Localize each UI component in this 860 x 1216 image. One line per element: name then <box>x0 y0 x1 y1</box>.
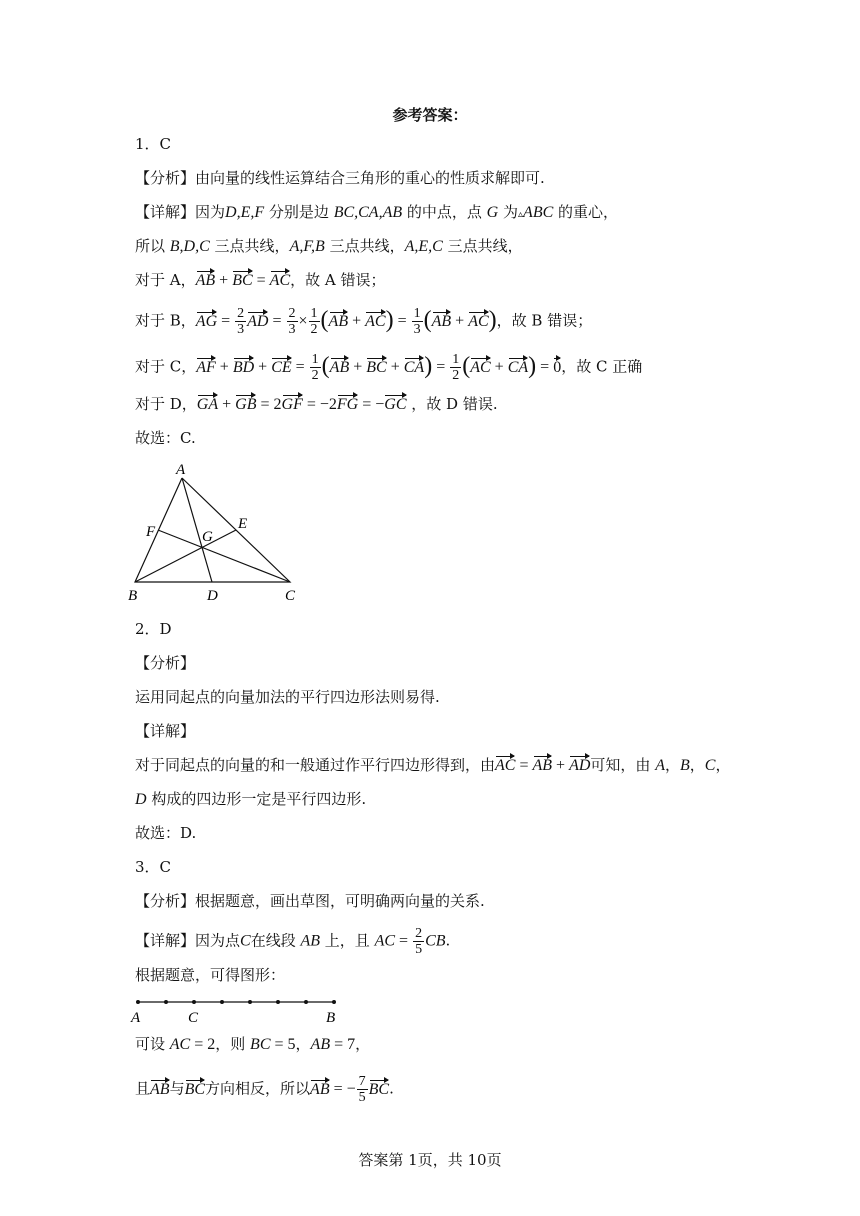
math: ABC <box>523 204 554 221</box>
q3-detail-line4 <box>135 1074 394 1105</box>
q2-detail-line2 <box>135 788 366 811</box>
analysis-tag: 【分析】 <box>135 892 196 910</box>
text: 对于 D， <box>135 395 197 413</box>
label-g: G <box>202 529 213 545</box>
paren: ) <box>488 306 497 333</box>
op: = <box>291 358 309 376</box>
q1-detail-line1 <box>135 201 618 226</box>
num: 2 <box>415 926 423 941</box>
tick-point <box>304 1000 308 1004</box>
vector: AB <box>150 1079 170 1101</box>
vector: GC <box>384 394 406 416</box>
label-c: C <box>285 588 296 604</box>
text: ， <box>689 756 705 774</box>
vector: AD <box>247 311 268 333</box>
den: 3 <box>237 322 245 337</box>
text: ， <box>355 1035 371 1053</box>
vector: BC <box>232 270 252 292</box>
q3-analysis <box>135 890 485 912</box>
text: 因为 <box>195 203 226 221</box>
op: = −2 <box>302 396 337 413</box>
math: AC <box>169 1036 191 1053</box>
page-footer: 答案第 1页，共 10页 <box>358 1151 502 1169</box>
vector: AB <box>533 755 553 777</box>
vector: AF <box>196 357 216 379</box>
q1-option-d <box>135 393 498 416</box>
text: ， <box>664 756 680 774</box>
vector: BC <box>366 357 386 379</box>
text: 为 <box>498 203 519 221</box>
q1-analysis <box>135 167 545 189</box>
q2-detail-line1 <box>135 754 730 777</box>
text: 分别是边 <box>264 203 334 221</box>
q2-number: 2．D <box>135 620 172 638</box>
tick-point <box>220 1000 224 1004</box>
fraction <box>235 306 246 337</box>
op: = 7 <box>330 1036 356 1053</box>
text: ，故 C 正确 <box>561 357 643 376</box>
text: 上，且 <box>320 931 375 950</box>
detail-tag: 【详解】 <box>135 203 196 221</box>
op: × <box>298 312 308 330</box>
op: = <box>217 312 235 330</box>
math: G <box>486 204 499 221</box>
den: 2 <box>310 322 318 337</box>
math: D <box>135 791 147 808</box>
q1-option-c <box>135 352 642 383</box>
vector: AB <box>432 311 452 333</box>
op: + <box>490 358 508 376</box>
op: = − <box>329 1080 356 1098</box>
op: = 2 <box>256 396 282 413</box>
den: 2 <box>452 368 460 383</box>
text: 与 <box>169 1079 185 1098</box>
tick-point <box>164 1000 168 1004</box>
label-e: E <box>238 516 248 532</box>
tick-point <box>332 1000 336 1004</box>
vector: GF <box>282 394 303 416</box>
vector: CE <box>271 357 291 379</box>
text: 在线段 <box>250 931 301 950</box>
fraction <box>412 306 423 337</box>
op: + <box>254 358 272 376</box>
text: 三点共线， <box>209 237 290 255</box>
vector: BC <box>185 1079 205 1101</box>
num: 2 <box>237 306 245 321</box>
op: + <box>215 358 233 376</box>
detail-tag: 【详解】 <box>135 931 196 950</box>
text: ， <box>295 1035 311 1053</box>
text: 的重心， <box>553 203 619 221</box>
op: + <box>349 358 367 376</box>
text: 因为点 <box>195 931 241 950</box>
q1-choice: 故选：C. <box>135 429 196 447</box>
num: 1 <box>311 352 319 367</box>
vector: AB <box>330 357 350 379</box>
den: 5 <box>415 942 423 957</box>
op: = 2 <box>190 1036 216 1053</box>
vector: BC <box>369 1079 389 1101</box>
vector: FG <box>337 394 358 416</box>
op: + <box>348 312 366 330</box>
triangle-figure <box>120 458 310 604</box>
tick-point <box>136 1000 140 1004</box>
text: 可设 <box>135 1035 170 1053</box>
text: 的中点，点 <box>402 203 487 221</box>
vector: AC <box>468 311 488 333</box>
vector: GB <box>235 394 256 416</box>
num: 7 <box>358 1074 366 1089</box>
fraction <box>309 306 320 337</box>
text: . <box>445 931 451 950</box>
median-cf <box>158 530 290 582</box>
analysis-text: 由向量的线性运算结合三角形的重心的性质求解即可. <box>195 169 545 187</box>
vector: AB <box>196 270 216 292</box>
vector: CA <box>508 357 528 379</box>
math: BC <box>250 1036 271 1053</box>
page-title: 参考答案： <box>392 106 468 124</box>
op: + <box>215 272 233 289</box>
op: = <box>395 932 413 950</box>
fraction <box>310 352 321 383</box>
fraction <box>357 1074 368 1105</box>
num: 1 <box>452 352 460 367</box>
text: 可知，由 <box>590 756 656 774</box>
text: ，故 A 错误； <box>290 271 386 289</box>
math: AB <box>310 1036 331 1053</box>
op: + <box>451 312 469 330</box>
q3-detail-line1 <box>135 926 450 957</box>
vector: AC <box>365 311 385 333</box>
text: 三点共线， <box>442 237 523 255</box>
label-f: F <box>146 524 156 540</box>
fraction <box>287 306 298 337</box>
math: C <box>240 932 251 950</box>
text: 方向相反，所以 <box>205 1079 311 1098</box>
paren: ( <box>321 352 330 379</box>
vector: CA <box>404 357 424 379</box>
num: 2 <box>288 306 296 321</box>
text: ，故 D 错误. <box>406 395 498 413</box>
q3-detail-line2: 根据题意，可得图形： <box>135 966 286 984</box>
triangle-symbol: ▵ <box>518 209 524 220</box>
q2-analysis-tag: 【分析】 <box>135 654 196 672</box>
q2-analysis-text: 运用同起点的向量加法的平行四边形法则易得. <box>135 688 440 706</box>
op: + <box>386 358 404 376</box>
math: B <box>679 757 690 774</box>
vector: AB <box>310 1079 330 1101</box>
analysis-text: 根据题意，画出草图，可明确两向量的关系. <box>195 892 485 910</box>
math: A,E,C <box>404 238 443 255</box>
text: 对于同起点的向量的和一般通过作平行四边形得到，由 <box>135 756 496 774</box>
op: = 5 <box>270 1036 296 1053</box>
q1-option-a <box>135 269 386 292</box>
num: 1 <box>310 306 318 321</box>
text: 构成的四边形一定是平行四边形. <box>146 790 367 808</box>
label-d: D <box>207 588 218 604</box>
paren: ( <box>423 306 432 333</box>
paren: ) <box>424 352 433 379</box>
q1-detail-line2 <box>135 235 523 258</box>
op: = <box>268 312 286 330</box>
vector: AC <box>270 270 290 292</box>
tick-point <box>276 1000 280 1004</box>
paren: ) <box>385 306 394 333</box>
q1-number: 1．C <box>135 135 172 153</box>
vector: AC <box>470 357 490 379</box>
label-a: A <box>176 462 186 478</box>
den: 5 <box>358 1090 366 1105</box>
label-a: A <box>131 1010 141 1026</box>
den: 3 <box>288 322 296 337</box>
paren: ( <box>462 352 471 379</box>
tick-point <box>192 1000 196 1004</box>
analysis-tag: 【分析】 <box>135 169 196 187</box>
den: 3 <box>413 322 421 337</box>
fraction <box>450 352 461 383</box>
math: A,F,B <box>289 238 325 255</box>
text: 对于 A， <box>135 271 196 289</box>
text: ，故 B 错误； <box>496 311 593 330</box>
vector: GA <box>197 394 218 416</box>
math: C <box>704 757 716 774</box>
text: ，则 <box>215 1035 251 1053</box>
op: = − <box>358 396 385 413</box>
zero-vector: 0 <box>553 357 561 379</box>
text: 且 <box>135 1079 151 1098</box>
q3-detail-line3 <box>135 1033 370 1056</box>
tick-point <box>248 1000 252 1004</box>
text: 对于 B， <box>135 311 196 330</box>
op: = <box>393 312 411 330</box>
q2-choice: 故选：D. <box>135 824 197 842</box>
math: B,D,C <box>169 238 210 255</box>
math: AB <box>300 932 321 950</box>
vector: AC <box>495 755 515 777</box>
op: = <box>432 358 450 376</box>
segment-figure <box>126 992 346 1026</box>
q1-option-b <box>135 306 592 337</box>
math: CB <box>425 932 446 950</box>
op: = <box>536 358 554 376</box>
text: 三点共线， <box>324 237 405 255</box>
num: 1 <box>413 306 421 321</box>
text: . <box>389 1079 394 1098</box>
vector: AG <box>196 311 217 333</box>
op: + <box>218 396 236 413</box>
text: 所以 <box>135 237 170 255</box>
q2-detail-tag: 【详解】 <box>135 722 196 740</box>
q3-number: 3．C <box>135 858 172 876</box>
label-b: B <box>326 1010 336 1026</box>
den: 2 <box>311 368 319 383</box>
op: = <box>252 272 270 289</box>
label-b: B <box>128 588 138 604</box>
math: A <box>655 757 665 774</box>
label-c: C <box>188 1010 199 1026</box>
fraction <box>413 926 424 957</box>
op: = <box>515 757 533 774</box>
text: 对于 C， <box>135 357 197 376</box>
vector: AD <box>569 755 590 777</box>
math: AC <box>374 932 396 950</box>
math: BC,CA,AB <box>333 204 403 221</box>
paren: ) <box>528 352 537 379</box>
paren: ( <box>320 306 329 333</box>
math: D,E,F <box>225 204 265 221</box>
op: + <box>552 757 570 774</box>
text: ， <box>715 756 731 774</box>
vector: AB <box>329 311 349 333</box>
vector: BD <box>233 357 254 379</box>
